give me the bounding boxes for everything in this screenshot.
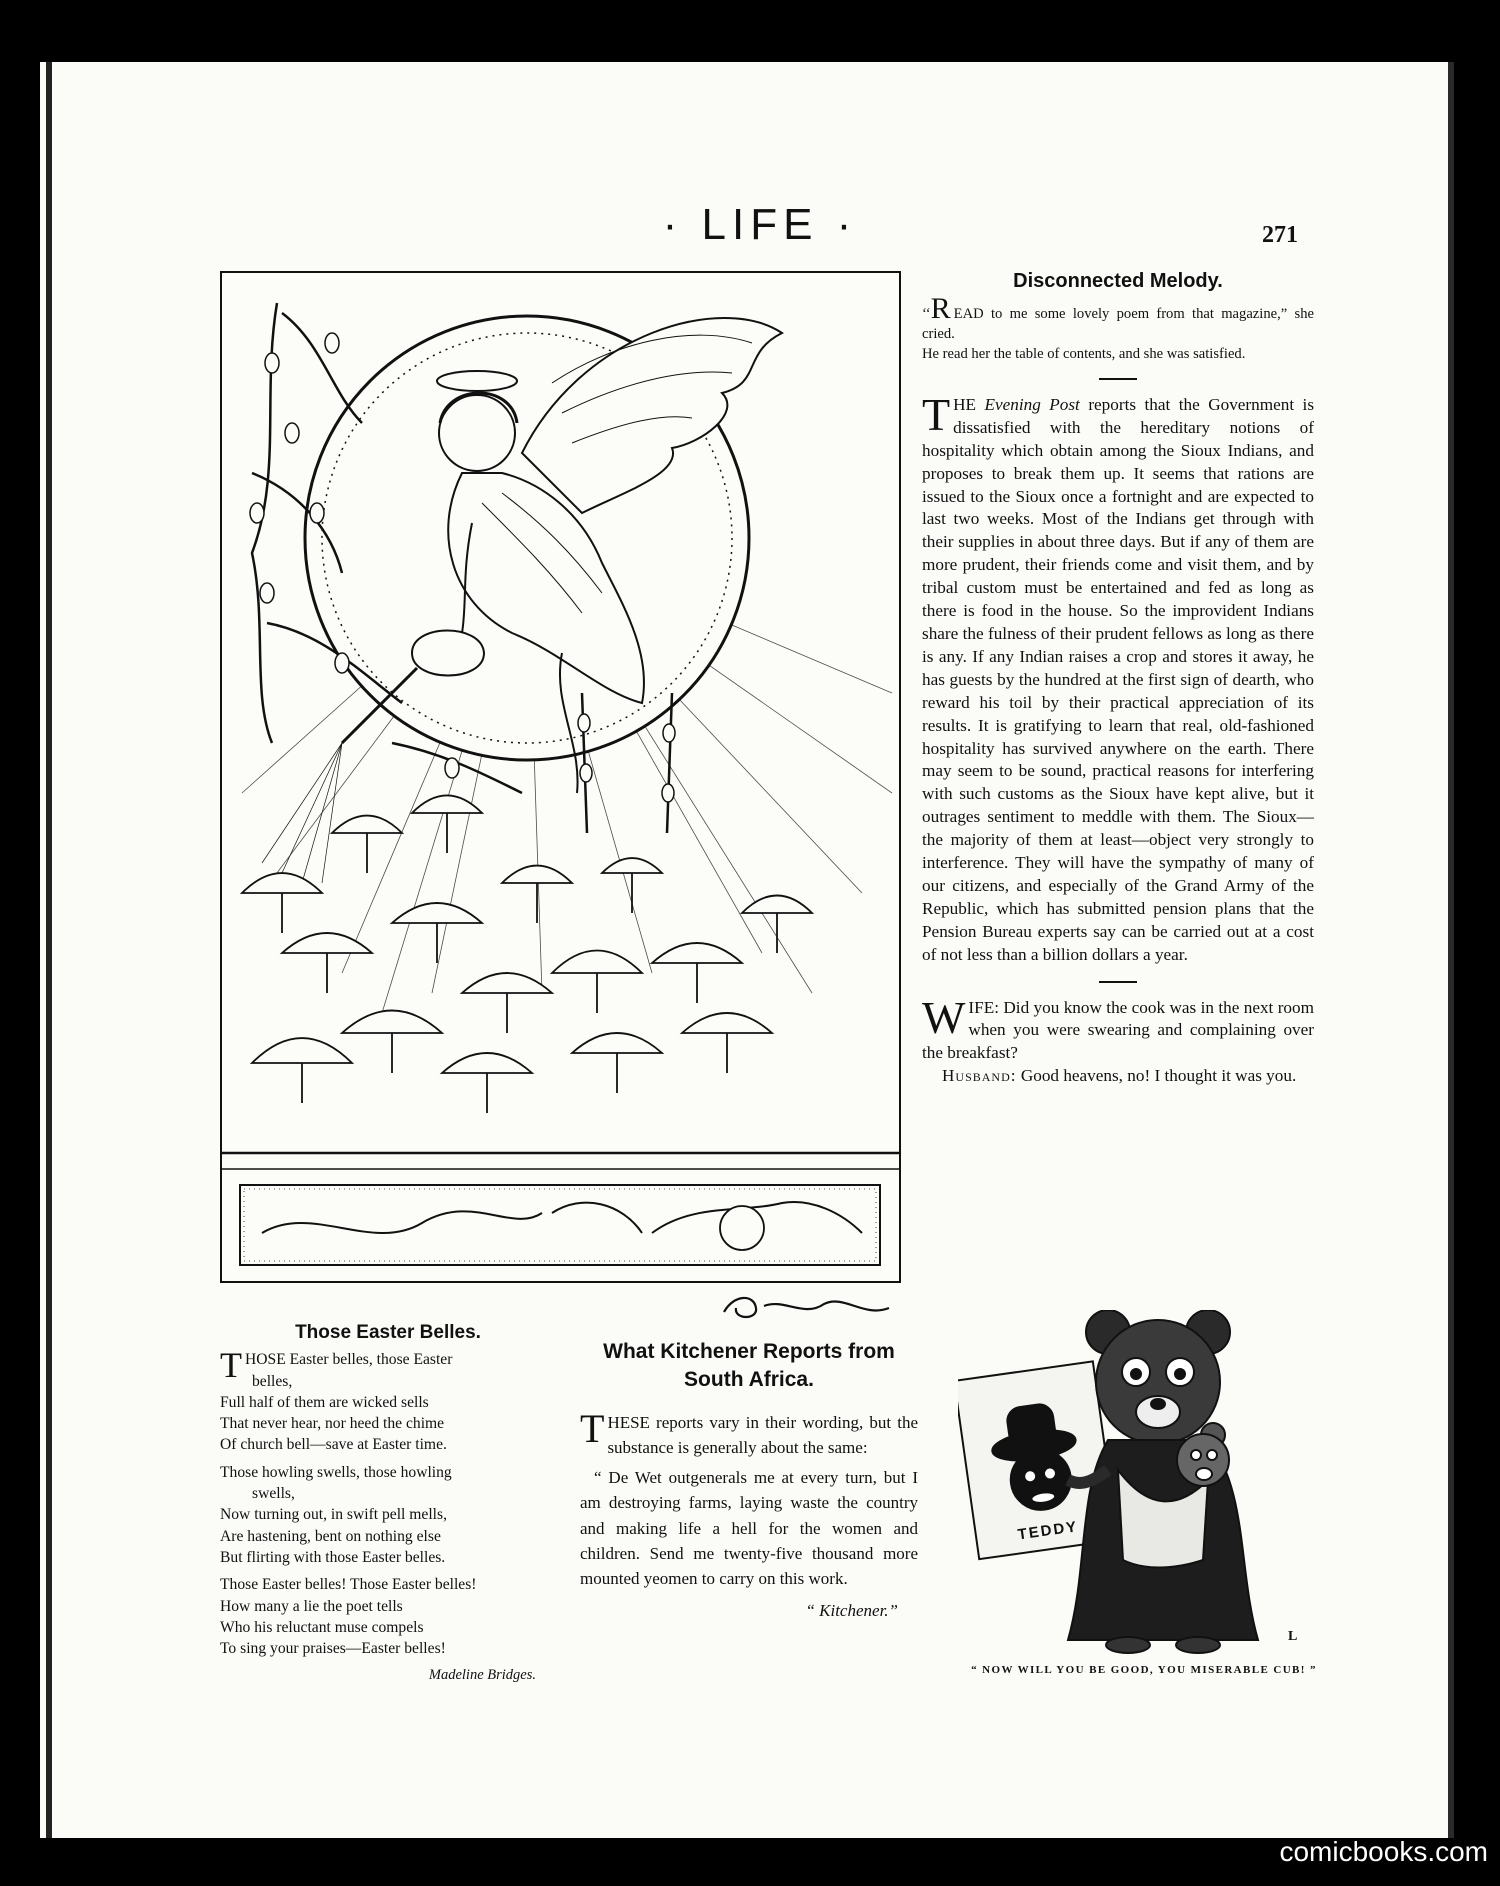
masthead: · LIFE · [662, 200, 858, 249]
poem-line: belles, [252, 1372, 293, 1390]
poem-line: Full half of them are wicked sells [220, 1393, 429, 1411]
wife-dropcap: W [922, 991, 966, 1043]
kitchener-quote: “ De Wet outgenerals me at every turn, but I am destroying farms, laying waste the country and making life a hell for the women and children. Send me twenty-five thousand more mounted yeomen to carry on this work. [580, 1467, 918, 1589]
poem-line: Now turning out, in swift pell mells, [220, 1506, 447, 1524]
poem-stanza-2 [220, 1462, 556, 1568]
sioux-lead: HE [953, 394, 977, 414]
watermark: comicbooks.com [1279, 1836, 1488, 1867]
poem-line [220, 1345, 556, 1386]
sioux-paragraph [922, 388, 1315, 967]
speaker-wife: IFE: [968, 997, 999, 1017]
wife-line: Did you know the cook was in the next room when you were swearing and complaining over the breakfast? [922, 997, 1314, 1063]
artist-signature [714, 1288, 904, 1324]
binding-spine [46, 62, 52, 1838]
poem-line: Those Easter belles! Those Easter belles! [220, 1576, 477, 1594]
melody-line-2: He read her the table of contents, and she was satisfied. [922, 345, 1246, 362]
husband-line: Good heavens, no! I thought it was you. [1020, 1066, 1297, 1086]
poem-line-text: HOSE Easter belles, those Easter [245, 1351, 453, 1369]
poem-title: Those Easter Belles. [295, 1322, 481, 1343]
melody-line-1 [922, 291, 1314, 344]
section-divider [1099, 981, 1137, 983]
kitchener-signature: “ Kitchener.” [805, 1600, 898, 1620]
poem-line: swells, [252, 1485, 295, 1503]
kitchener-intro [580, 1406, 918, 1461]
section-divider [1099, 378, 1137, 380]
poem-line: That never hear, nor heed the chime [220, 1415, 445, 1433]
wife-joke [922, 991, 1314, 1066]
bear-cartoon [958, 1310, 1330, 1660]
kitchener-intro-text: HESE reports vary in their wording, but the substance is generally about the same: [607, 1413, 918, 1458]
poem-line: Of church bell—save at Easter time. [220, 1436, 447, 1454]
page-number: 271 [1262, 222, 1298, 248]
easter-belles-poem [220, 1322, 556, 1687]
melody-text [922, 291, 1314, 364]
sioux-dropcap: T [922, 388, 951, 440]
speaker-husband: Husband: [942, 1066, 1017, 1086]
page-edge [1448, 62, 1454, 1838]
poem-stanza-1 [220, 1345, 556, 1455]
open-quote: ‘‘ [922, 305, 931, 322]
husband-reply [922, 1065, 1314, 1088]
poem-line: How many a lie the poet tells [220, 1597, 403, 1615]
melody-line-1-text: EAD to me some lovely poem from that magazine,” she cried. [922, 305, 1314, 342]
poem-line: Are hastening, bent on nothing else [220, 1527, 441, 1545]
poem-author: Madeline Bridges. [428, 1667, 536, 1684]
kitchener-title: What Kitchener Reports from South Africa. [603, 1340, 895, 1391]
kitchener-article [580, 1338, 918, 1623]
right-column [922, 270, 1314, 1088]
poem-line: To sing your praises—Easter belles! [220, 1640, 446, 1658]
poem-dropcap: T [220, 1345, 242, 1386]
melody-title: Disconnected Melody. [1013, 270, 1223, 292]
poem-line: Those howling swells, those howling [220, 1463, 452, 1481]
poem-line: But flirting with those Easter belles. [220, 1548, 446, 1566]
poem-line: Who his reluctant muse compels [220, 1618, 424, 1636]
poem-stanza-3 [220, 1574, 556, 1659]
picture-label: TEDDY [1016, 1518, 1080, 1544]
melody-dropcap: R [930, 291, 951, 325]
sioux-body: reports that the Government is dissatisfied with the hereditary notions of hospitality which obtain among the Sioux Indians, and proposes to break them up. It seems that rations are issued to the Sioux once a fortnight and are expected to last two weeks. Most of the Indians get through with their supplies in about three days. But if any of them are more prudent, their friends come and visit them, and by tribal custom must be entertained and fed as long as there is food in the house. So the improvident Indians share the fulness of their prudent fellows as long as there is any. If any Indian raises a crop and stores it away, he has guests by the hundred at the first sign of dearth, who reward his toil by their practical appreciation of its results. It is gratifying to learn that real, old-fashioned hospitality has survived anywhere on the earth. There may seem to be sound, practical reasons for interfering with such customs as the Sioux have kept alive, but it outrages sentiment to meddle with them. The Sioux—the majority of them at least—object very strongly to interference. They will have the sympathy of many of our citizens, and especially of the Grand Army of the Republic, which has submitted pension plans that the Pension Bureau experts say can be carried out at a cost of not less than a billion dollars a year. [922, 394, 1315, 964]
cartoon-caption: “ NOW WILL YOU BE GOOD, YOU MISERABLE CUB! ” [971, 1664, 1317, 1676]
publication-name: Evening Post [984, 394, 1080, 414]
easter-angel-illustration [220, 271, 901, 1283]
kitchener-dropcap: T [580, 1406, 605, 1451]
artist-mark: L [1288, 1629, 1298, 1644]
